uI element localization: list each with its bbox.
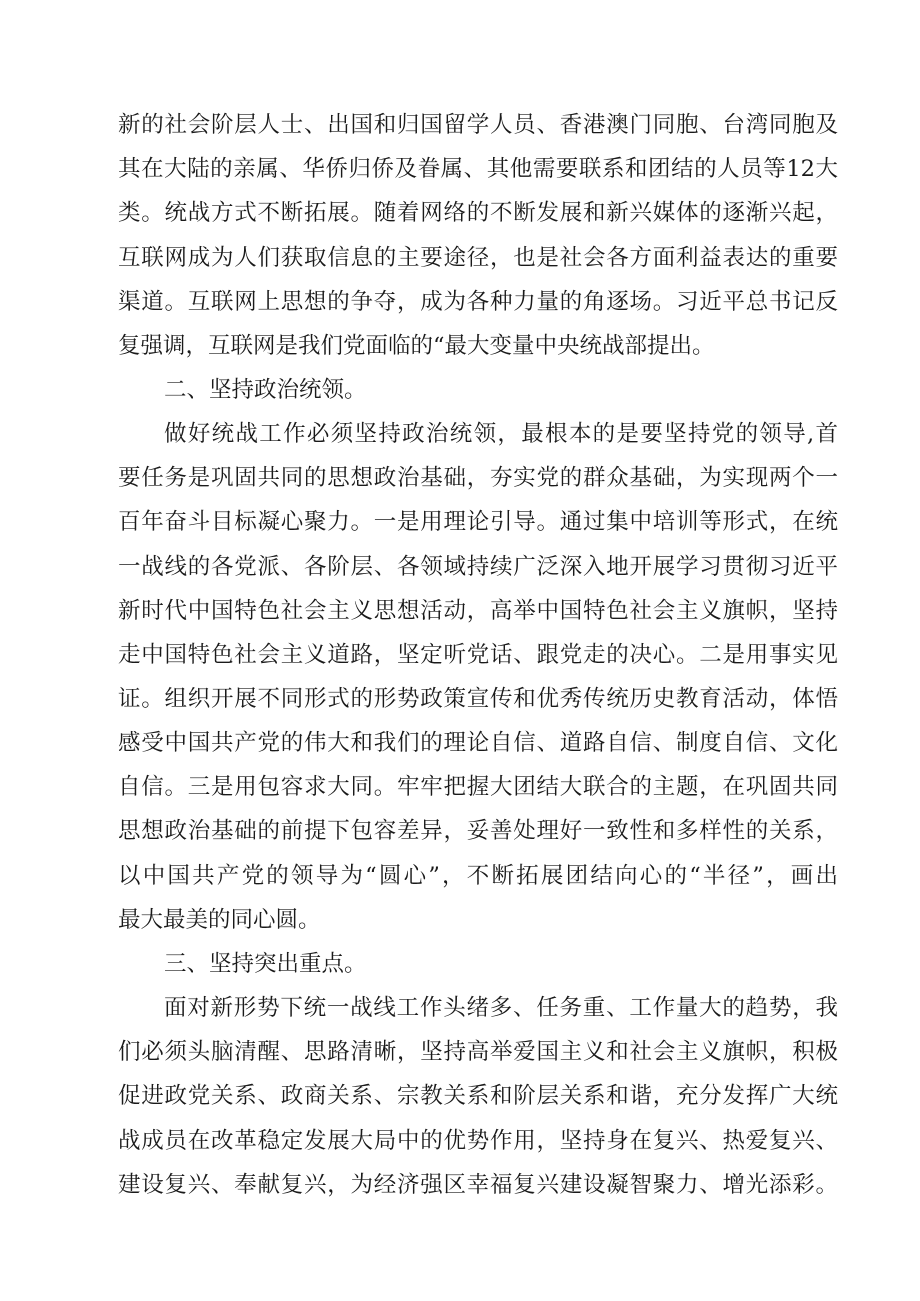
text-line: 以中国共产党的领导为“圆心”，不断拓展团结向心的“半径”，画出 (118, 863, 838, 889)
text-line: 其在大陆的亲属、华侨归侨及眷属、其他需要联系和团结的人员等12大 (118, 156, 838, 182)
text-line: 最大最美的同心圆。 (118, 907, 321, 933)
text-line: 新的社会阶层人士、出国和归国留学人员、香港澳门同胞、台湾同胞及 (118, 112, 838, 138)
text-line: 新时代中国特色社会主义思想活动，高举中国特色社会主义旗帜，坚持 (118, 598, 838, 624)
text-line: 战成员在改革稳定发展大局中的优势作用，坚持身在复兴、热爱复兴、 (118, 1128, 838, 1154)
text-line: 百年奋斗目标凝心聚力。一是用理论引导。通过集中培训等形式，在统 (118, 509, 838, 535)
text-line: 证。组织开展不同形式的形势政策宣传和优秀传统历史教育活动，体悟 (118, 686, 838, 712)
text-line: 渠道。互联网上思想的争夺，成为各种力量的角逐场。习近平总书记反 (118, 289, 838, 315)
text-line: 感受中国共产党的伟大和我们的理论自信、道路自信、制度自信、文化 (118, 730, 838, 756)
text-line: 互联网成为人们获取信息的主要途径，也是社会各方面利益表达的重要 (118, 245, 838, 271)
section-heading: 二、坚持政治统领。 (164, 377, 367, 403)
text-line: 一战线的各党派、各阶层、各领域持续广泛深入地开展学习贯彻习近平 (118, 554, 838, 580)
text-line: 建设复兴、奉献复兴，为经济强区幸福复兴建设凝智聚力、增光添彩。 (118, 1172, 838, 1198)
text-line: 类。统战方式不断拓展。随着网络的不断发展和新兴媒体的逐渐兴起， (118, 200, 838, 226)
text-line: 要任务是巩固共同的思想政治基础，夯实党的群众基础，为实现两个一 (118, 465, 838, 491)
text-line: 思想政治基础的前提下包容差异，妥善处理好一致性和多样性的关系， (118, 818, 838, 844)
section-heading: 三、坚持突出重点。 (164, 951, 367, 977)
text-line: 复强调，互联网是我们党面临的“最大变量中央统战部提出。 (118, 333, 715, 359)
text-line: 做好统战工作必须坚持政治统领，最根本的是要坚持党的领导,首 (164, 421, 838, 447)
text-line: 们必须头脑清醒、思路清晰，坚持高举爱国主义和社会主义旗帜，积极 (118, 1039, 838, 1065)
text-line: 促进政党关系、政商关系、宗教关系和阶层关系和谐，充分发挥广大统 (118, 1083, 838, 1109)
text-line: 面对新形势下统一战线工作头绪多、任务重、工作量大的趋势，我 (164, 995, 838, 1021)
text-line: 自信。三是用包容求大同。牢牢把握大团结大联合的主题，在巩固共同 (118, 774, 838, 800)
text-line: 走中国特色社会主义道路，坚定听党话、跟党走的决心。二是用事实见 (118, 642, 838, 668)
